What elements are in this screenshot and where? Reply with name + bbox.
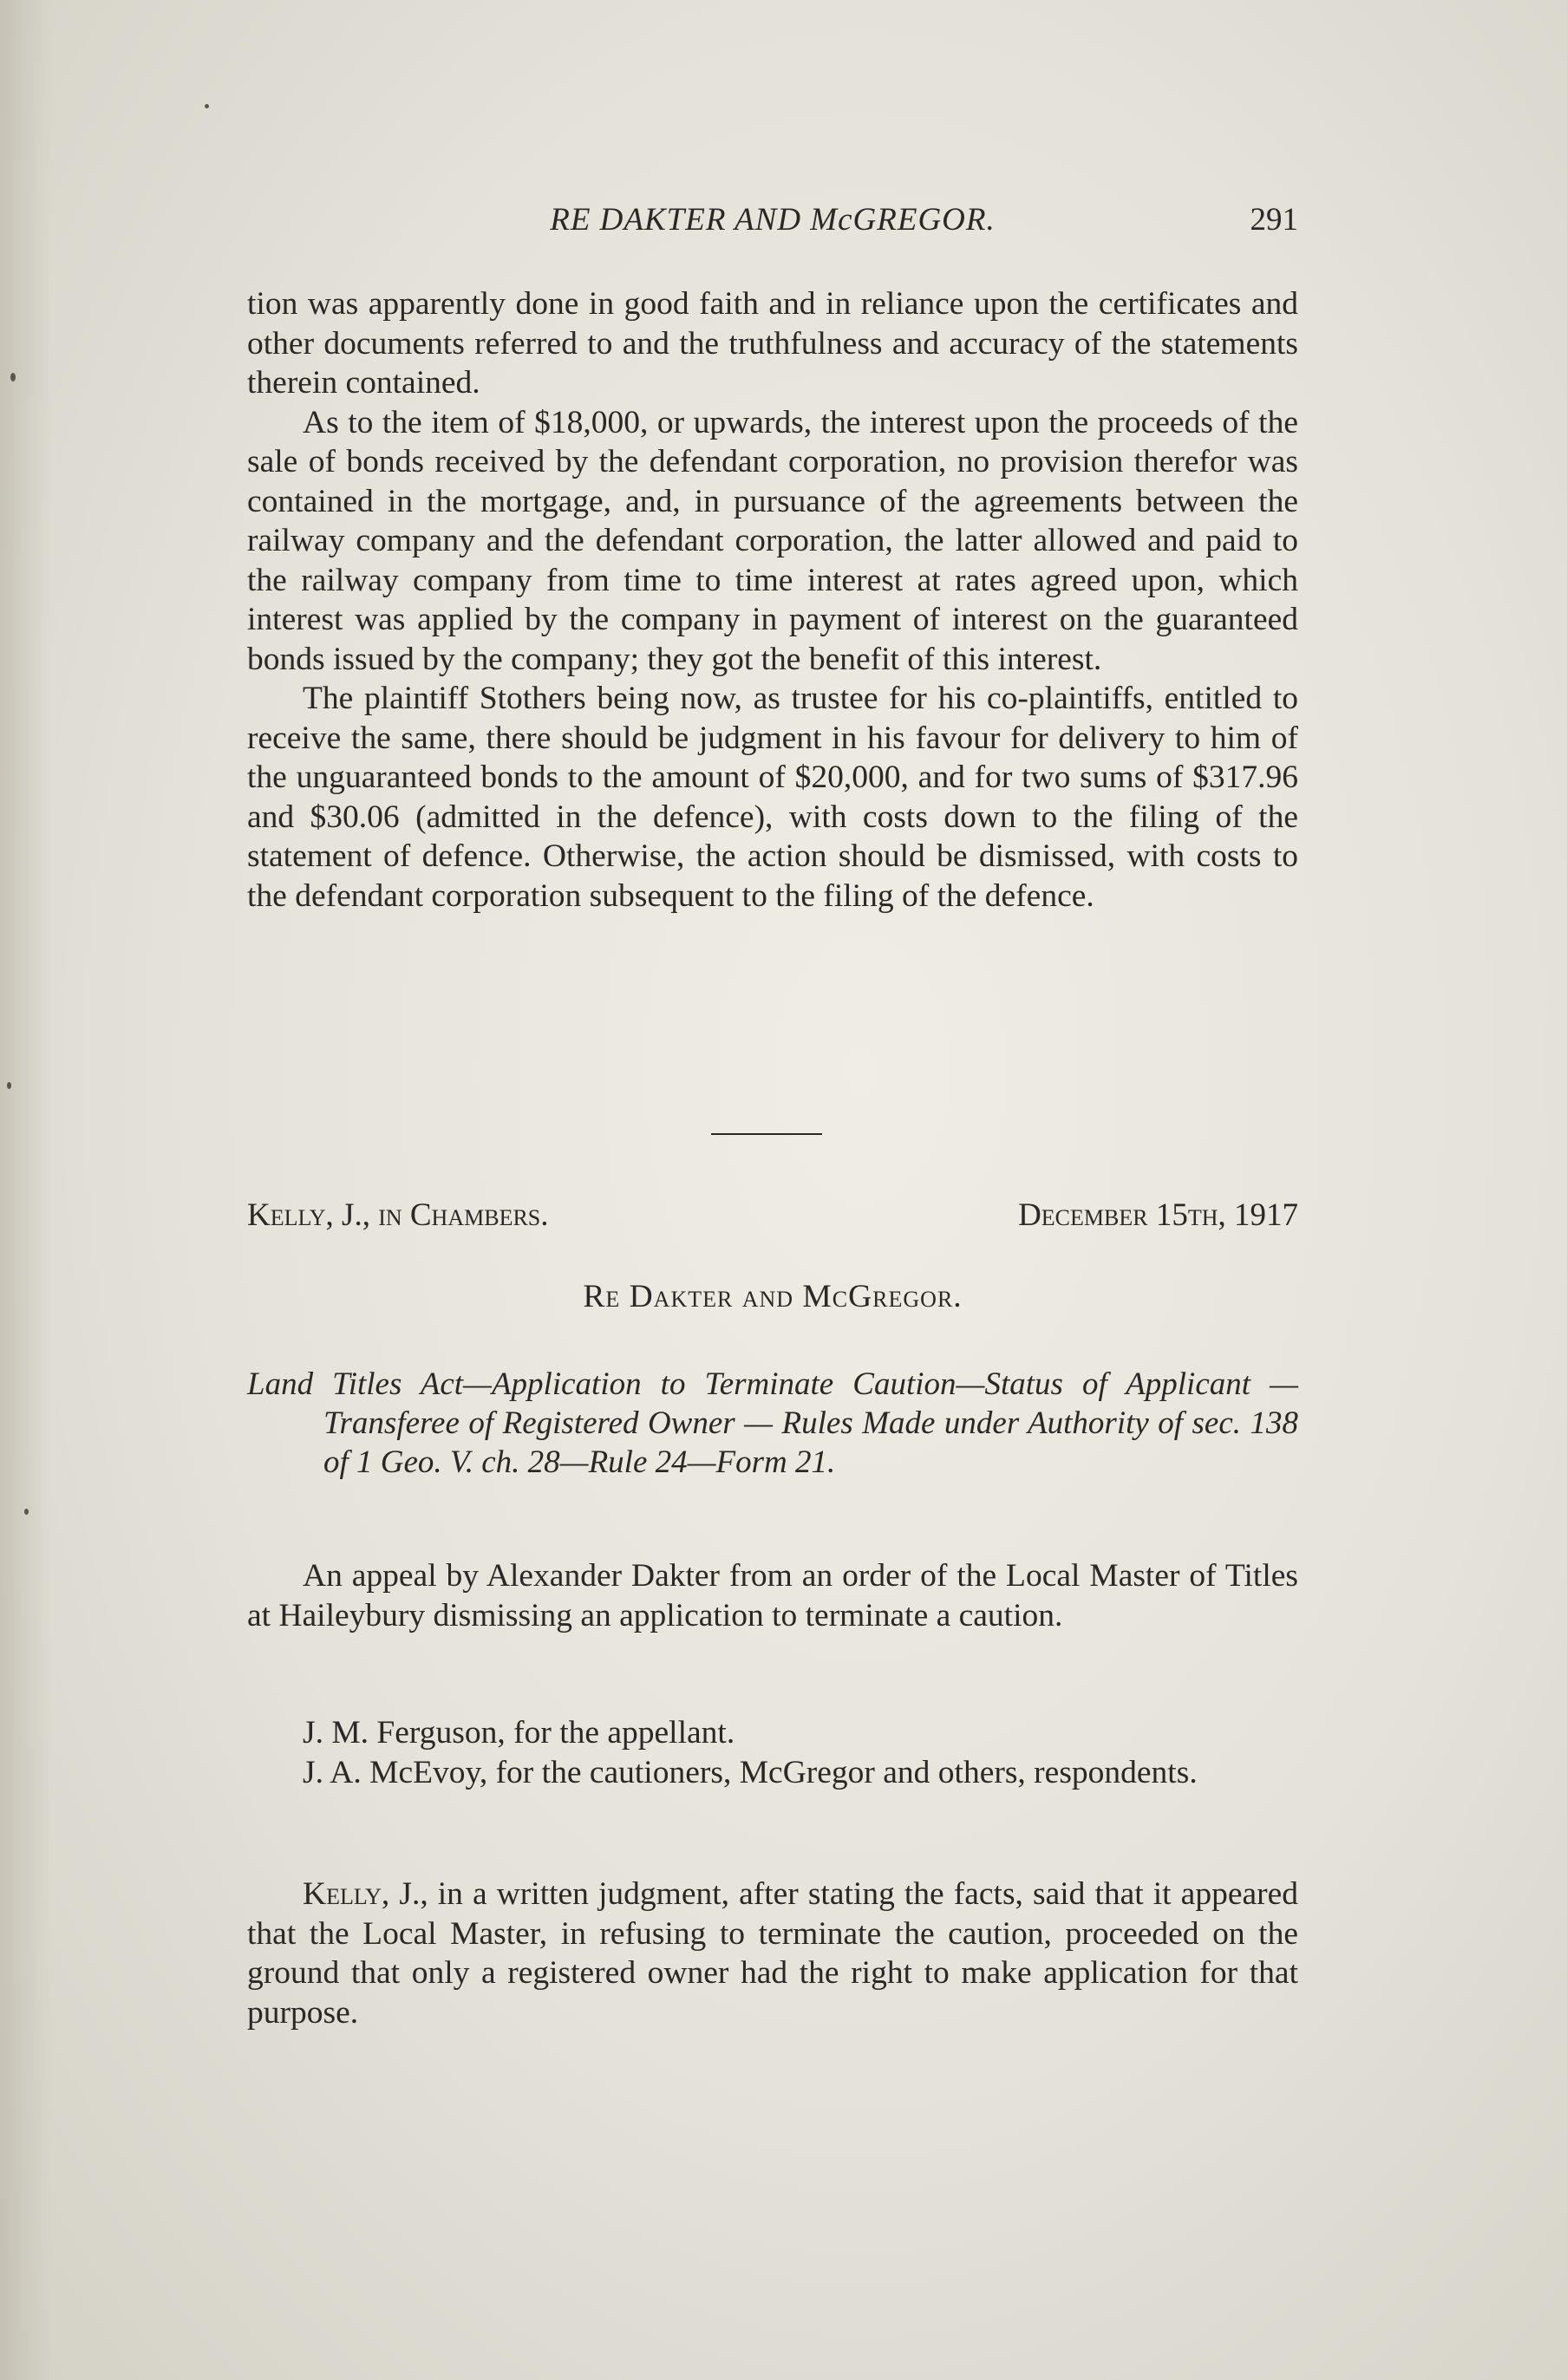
appeal-paragraph: An appeal by Alexander Dakter from an order of the Local Master of Titles at Haileybury dismissing an application to terminate a caution. — [247, 1558, 1298, 1633]
running-title: RE DAKTER AND McGREGOR. — [550, 202, 996, 238]
print-speck — [24, 1509, 29, 1515]
counsel-appellant: J. M. Ferguson, for the appellant. — [303, 1715, 735, 1751]
judgment-opening — [247, 1875, 1298, 2032]
judgment-paragraph — [247, 1875, 1298, 2032]
print-speck — [205, 104, 209, 108]
previous-judgment-continuation — [247, 284, 1298, 916]
case-judge-date-line — [247, 1197, 1298, 1240]
section-divider-rule — [711, 1133, 822, 1135]
case-headnote: Land Titles Act—Application to Terminate Caution—Status of Applicant — Transferee of Registered Owner — Rules Made under Authority of sec. 138 of 1 Geo. V. ch. 28—Rule 24—Form 21. — [247, 1366, 1298, 1480]
print-speck — [10, 373, 16, 381]
paragraph-continuation: tion was apparently done in good faith and in reliance upon the certificates and other documents referred to and the truthfulness and accuracy of the statements therein contained. — [247, 286, 1298, 401]
case-title: Re Dakter and McGregor. — [583, 1279, 963, 1314]
paragraph-interest-item: As to the item of $18,000, or upwards, the interest upon the proceeds of the sale of bonds received by the defendant corporation, no provision therefor was contained in the mortgage, and, in pursuance of the agreements between the railway company and the defendant corporation, the latter allowed and paid to the railway company from time to time interest at rates agreed upon, which interest was applied by the company in payment of interest on the guaranteed bonds issued by the company; they got the benefit of this interest. — [247, 404, 1298, 677]
page-gutter-shading — [0, 0, 52, 2380]
judgment-text: , J., in a written judgment, after stating the facts, said that it appeared that the Local Master, in refusing to terminate the caution, proceeded on the ground that only a registered owner had the right to make application for that purpose. — [247, 1876, 1298, 2031]
page-header — [247, 201, 1298, 253]
page-number: 291 — [1250, 202, 1298, 238]
appeal-summary — [247, 1556, 1298, 1635]
print-speck — [7, 1082, 11, 1089]
case-date: December 15th, 1917 — [1018, 1197, 1298, 1233]
judge-name: Kelly — [303, 1876, 382, 1912]
counsel-respondents: J. A. McEvoy, for the cautioners, McGregor and others, respondents. — [303, 1754, 1198, 1790]
paragraph-judgment-conclusion: The plaintiff Stothers being now, as trustee for his co-plaintiffs, entitled to receive the same, there should be judgment in his favour for delivery to him of the unguaranteed bonds to the amount of $20,000, and for two sums of $317.96 and $30.06 (admitted in the defence), with costs down to the filing of the statement of defence. Otherwise, the action should be dismissed, with costs to the defendant corporation subsequent to the filing of the defence. — [247, 681, 1298, 914]
case-judge: Kelly, J., in Chambers. — [247, 1197, 549, 1233]
counsel-list — [247, 1713, 1298, 1792]
